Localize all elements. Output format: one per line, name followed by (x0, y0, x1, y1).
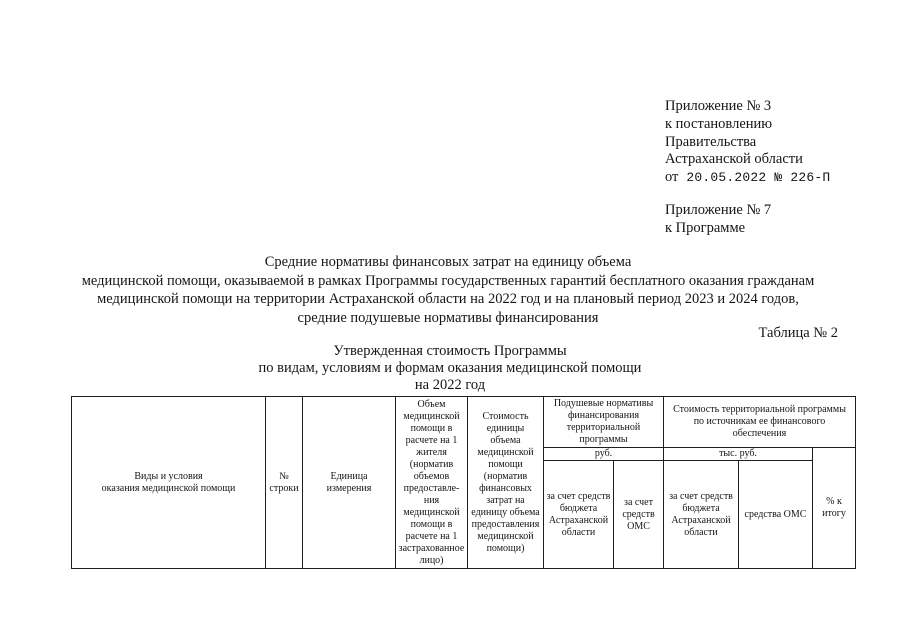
document-title-line-3: медицинской помощи на территории Астраханской области на 2022 год и на плановый период 2023 и 2024 годов, (97, 291, 799, 308)
header-per-capita-budget: за счет средств бюджета Астраханской области (544, 461, 614, 569)
header-program-cost-currency: тыс. руб. (664, 448, 813, 461)
program-cost-table (71, 396, 856, 569)
appendix-3-line-government: Правительства (665, 133, 757, 150)
resolution-date-number-stamp: 20.05.2022 № 226-П (686, 170, 831, 186)
table-subtitle-line-1: Утвержденная стоимость Программы (333, 343, 567, 359)
document-title-line-1: Средние нормативы финансовых затрат на единицу объема (264, 254, 632, 270)
header-unit-cost-norm: Стоимость единицы объема медицинской помощи (норматив финансовых затрат на единицу объема предоставления медицинской помощи) (468, 397, 544, 569)
appendix-3-heading: Приложение № 3 (665, 98, 772, 114)
table-subtitle-line-3: на 2022 год (414, 377, 486, 393)
header-program-cost-budget: за счет средств бюджета Астраханской области (664, 461, 739, 569)
resolution-date-line (665, 169, 830, 187)
header-per-capita-currency: руб. (544, 448, 664, 461)
header-volume-norm: Объем медицинской помощи в расчете на 1 жителя (норматив объемов предоставле- ния медицинской помощи в расчете на 1 застрахованное лицо) (396, 397, 468, 569)
appendix-7-block (665, 202, 771, 238)
appendix-3-line-resolution: к постановлению (665, 115, 773, 132)
table-subtitle (0, 343, 900, 394)
appendix-7-line-program: к Программе (665, 219, 746, 236)
header-program-cost-group: Стоимость территориальной программы по источникам ее финансового обеспечения (664, 397, 856, 448)
header-program-cost-oms: средства ОМС (739, 461, 813, 569)
document-title (0, 253, 896, 328)
document-title-line-2: медицинской помощи, оказываемой в рамках Программы государственных гарантий бесплатного оказания гражданам (81, 272, 815, 289)
date-prefix: от (665, 169, 679, 186)
header-unit: Единица измерения (303, 397, 396, 569)
table-subtitle-line-2: по видам, условиям и формам оказания медицинской помощи (258, 360, 642, 376)
header-row-1 (72, 397, 856, 448)
table-number-label: Таблица № 2 (758, 325, 838, 341)
header-row-number: № строки (266, 397, 303, 569)
header-per-capita-group: Подушевые нормативы финансирования территориальной программы (544, 397, 664, 448)
appendix-3-line-region: Астраханской области (665, 151, 803, 168)
appendix-7-heading: Приложение № 7 (665, 202, 772, 218)
header-per-capita-oms: за счет средств ОМС (614, 461, 664, 569)
header-care-types: Виды и условия оказания медицинской помощи (72, 397, 266, 569)
document-title-line-4: средние подушевые нормативы финансирования (297, 310, 599, 327)
appendix-3-block (665, 98, 830, 187)
header-percent-of-total: % к итогу (813, 448, 856, 569)
